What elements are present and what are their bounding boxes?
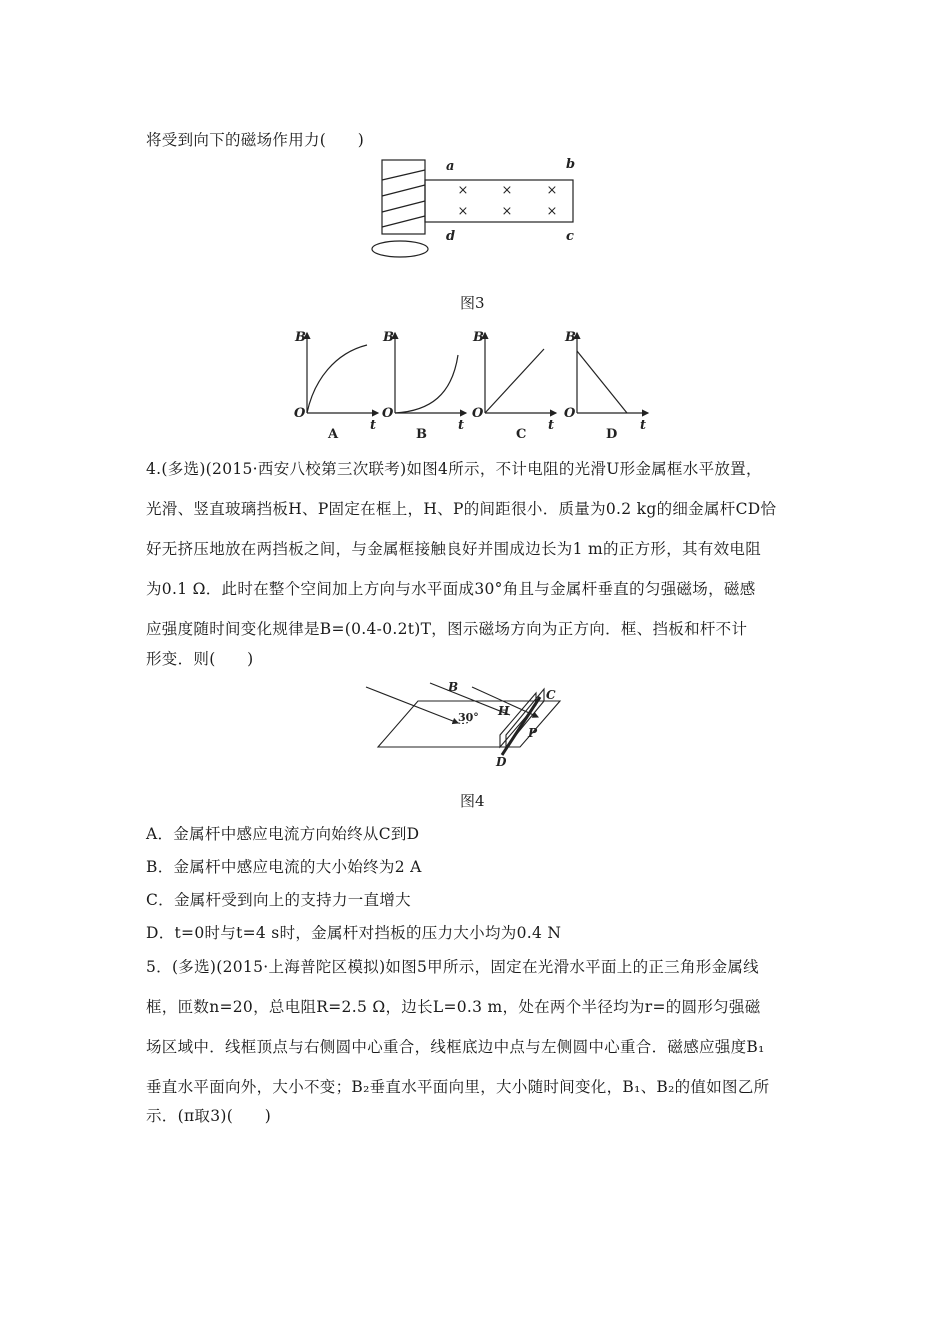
q5-line-4: 垂直水平面向外，大小不变；B₂垂直水平面向里，大小随时间变化，B₁、B₂的值如图乙所 <box>146 1078 770 1096</box>
graph-label-a: A <box>328 427 339 442</box>
question-continuation: 将受到向下的磁场作用力( ) <box>146 131 365 149</box>
axis-label-o: O <box>472 406 484 421</box>
graph-c <box>485 333 556 413</box>
graph-a <box>307 333 378 413</box>
q5-line-3: 场区域中．线框顶点与右侧圆中心重合，线框底边中点与左侧圆中心重合．磁感应强度B₁ <box>146 1038 765 1056</box>
q4-line-1: 4.(多选)(2015·西安八校第三次联考)如图4所示，不计电阻的光滑U形金属框水平放置， <box>146 460 762 478</box>
cross-mark: × <box>501 183 513 198</box>
q4-line-5: 应强度随时间变化规律是B=(0.4-0.2t)T，图示磁场方向为正方向．框、挡板和杆不计 <box>146 620 748 638</box>
graph-d <box>577 333 648 413</box>
option-a: A．金属杆中感应电流方向始终从C到D <box>146 825 420 843</box>
cross-mark: × <box>501 204 513 219</box>
figure-4-caption: 图4 <box>460 792 485 810</box>
axis-label-b: B <box>383 330 394 345</box>
axis-label-t: t <box>640 418 647 433</box>
label-d: D <box>496 755 507 769</box>
label-b: B <box>448 680 459 694</box>
axis-label-o: O <box>382 406 394 421</box>
q4-line-6: 形变．则( ) <box>146 650 254 668</box>
q4-line-2: 光滑、竖直玻璃挡板H、P固定在框上，H、P的间距很小．质量为0.2 kg的细金属杆CD恰 <box>146 500 777 518</box>
label-h: H <box>498 704 510 718</box>
figure-3 <box>360 152 600 262</box>
axis-label-o: O <box>294 406 306 421</box>
cross-mark: × <box>457 183 469 198</box>
graph-label-b: B <box>416 427 427 442</box>
axis-label-b: B <box>565 330 576 345</box>
q4-line-4: 为0.1 Ω．此时在整个空间加上方向与水平面成30°角且与金属杆垂直的匀强磁场，磁感 <box>146 580 756 598</box>
q5-line-5: 示．(π取3)( ) <box>146 1107 272 1125</box>
label-a: a <box>446 159 455 174</box>
label-b: b <box>566 157 576 172</box>
option-b: B．金属杆中感应电流的大小始终为2 A <box>146 858 422 876</box>
axis-label-b: B <box>473 330 484 345</box>
label-p: P <box>528 726 538 740</box>
graph-b <box>395 333 466 413</box>
solenoid-coil <box>382 170 425 227</box>
axis-label-b: B <box>295 330 306 345</box>
cross-mark: × <box>546 183 558 198</box>
label-c: C <box>546 688 556 702</box>
option-c: C．金属杆受到向上的支持力一直增大 <box>146 891 411 909</box>
graph-options <box>290 325 660 445</box>
option-d: D．t=0时与t=4 s时，金属杆对挡板的压力大小均为0.4 N <box>146 924 562 942</box>
figure-3-caption: 图3 <box>460 294 485 312</box>
q5-line-1: 5．(多选)(2015·上海普陀区模拟)如图5甲所示，固定在光滑水平面上的正三角形金属线 <box>146 958 759 976</box>
field-line <box>366 687 458 723</box>
axis-label-t: t <box>370 418 377 433</box>
cross-mark: × <box>546 204 558 219</box>
angle-label: 30° <box>458 711 479 724</box>
graph-label-c: C <box>516 427 527 442</box>
cross-mark: × <box>457 204 469 219</box>
axis-label-t: t <box>458 418 465 433</box>
label-d: d <box>446 229 456 244</box>
coil-ring <box>372 241 428 257</box>
q5-line-2: 框，匝数n=20，总电阻R=2.5 Ω，边长L=0.3 m，处在两个半径均为r=的圆形匀强磁 <box>146 998 761 1016</box>
label-c: c <box>566 229 574 244</box>
axis-label-o: O <box>564 406 576 421</box>
figure-4 <box>360 675 570 770</box>
graph-label-d: D <box>606 427 618 442</box>
q4-line-3: 好无挤压地放在两挡板之间，与金属框接触良好并围成边长为1 m的正方形，其有效电阻 <box>146 540 761 558</box>
axis-label-t: t <box>548 418 555 433</box>
